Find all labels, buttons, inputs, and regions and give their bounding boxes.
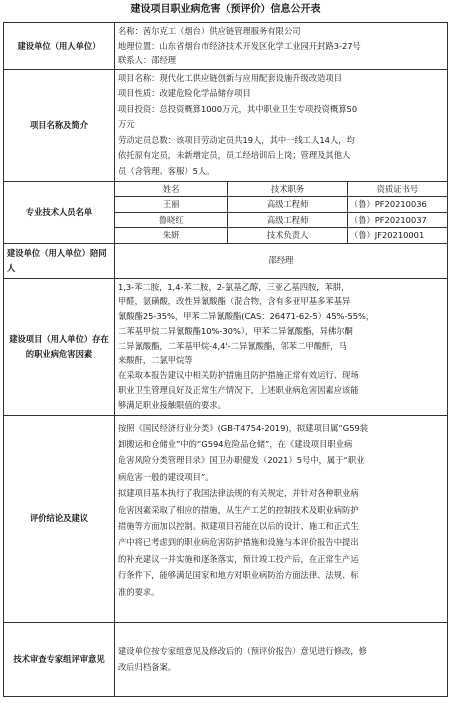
hazard-line: 二异氰酸酯，二苯基甲烷-4,4'-二异氰酸酯，邻苯二甲酸酐，马 xyxy=(118,340,347,351)
label-project: 项目名称及简介 xyxy=(4,69,115,181)
value-unit xyxy=(115,23,448,70)
hazard-line: 甲醛，氨磺酸，改性异氰酸酯（混合物，含有多亚甲基多苯基异 xyxy=(118,296,351,307)
project-line: 项目投资：总投资概算1000万元，其中职业卫生专项投资概算50 xyxy=(118,103,358,114)
unit-name: 名称：茜尔克工（烟台）供应链管理服务有限公司 xyxy=(118,26,301,36)
conclusion-line: 准的要求。 xyxy=(118,586,160,597)
conclusion-line: 措施等方面加以控制。拟建项目若能在以后的设计、施工和正式生 xyxy=(118,520,359,531)
staff-name: 王丽 xyxy=(115,197,228,213)
project-line: 万元 xyxy=(118,119,135,129)
label-conclusion: 评价结论及建议 xyxy=(4,415,115,622)
staff-header-row xyxy=(115,182,447,197)
conclusion-line: 的补充建议一并实施和逐条落实，预计竣工投产后，在正常生产运 xyxy=(118,553,359,564)
row-hazards xyxy=(4,278,448,415)
project-line: 依托原有定员，未新增定员，员工经培训后上岗；管理及其他人 xyxy=(118,150,351,160)
staff-name: 鲁晓红 xyxy=(115,212,228,228)
hazard-line: 职业卫生管理良好及正常生产情况下，上述职业病危害因素应该能 xyxy=(118,385,359,396)
value-staff xyxy=(115,181,448,243)
staff-header-title: 技术职务 xyxy=(228,182,348,197)
staff-cert: （鲁）PF20210036 xyxy=(347,197,447,213)
conclusion-line: 危害因素采取了相应的措施，从生产工艺的控制技术及职业病防护 xyxy=(118,504,359,515)
table-row xyxy=(115,228,447,243)
conclusion-line: 病危害一般的建设项目”。 xyxy=(118,471,214,482)
conclusion-line: 拟建项目基本执行了我国法律法规的有关规定，并针对各种职业病 xyxy=(118,488,359,499)
hazard-line: 在采取本报告建议中相关防护措施且防护措施正常有效运行、现场 xyxy=(118,370,359,381)
row-unit xyxy=(4,23,448,70)
review-line: 改后归档备案。 xyxy=(118,662,177,672)
label-escort: 建设单位（用人单位）陪同人 xyxy=(4,243,115,278)
staff-table xyxy=(115,182,447,243)
row-escort xyxy=(4,243,448,278)
staff-header-name: 姓名 xyxy=(115,182,228,197)
value-project xyxy=(115,69,448,181)
hazard-line: 够满足职业接触限值的要求。 xyxy=(118,399,226,410)
label-hazards: 建设项目（用人单位）存在的职业病危害因素 xyxy=(4,278,115,415)
row-conclusion xyxy=(4,415,448,622)
value-conclusion xyxy=(115,415,448,622)
table-row xyxy=(115,197,447,213)
staff-header-cert: 资质证书号 xyxy=(347,182,447,197)
row-review xyxy=(4,622,448,696)
row-project xyxy=(4,69,448,181)
project-line: 劳动定员总数：该项目劳动定员共19人，其中一线工人14人，均 xyxy=(118,134,355,145)
project-line: 项目性质：改建危险化学品储存项目 xyxy=(118,88,251,98)
staff-title: 高级工程师 xyxy=(228,197,348,213)
project-line: 员（含管理、客服）5人。 xyxy=(118,165,215,176)
label-unit: 建设单位（用人单位） xyxy=(4,23,115,70)
hazard-line: 氰酸酯25-35%，甲苯二异氰酸酯(CAS：26471-62-5）45%-55%， xyxy=(118,311,375,322)
table-row xyxy=(115,212,447,228)
unit-contact: 联系人：邵经理 xyxy=(118,55,177,65)
row-staff xyxy=(4,181,448,243)
document-title: 建设项目职业病危害（预评价）信息公开表 xyxy=(130,4,321,15)
project-line: 项目名称：现代化工供应链创新与应用配套设施升级改造项目 xyxy=(118,72,343,83)
conclusion-line: 卸搬运和仓储业”中的“G594危险品仓储”，在《建设项目职业病 xyxy=(118,438,353,449)
conclusion-line: 按照《国民经济行业分类》(GB-T4754-2019)，拟建项目属“G59装 xyxy=(118,422,369,433)
conclusion-line: 产中将已考虑到的职业病危害防护措施和设施与本评价报告中提出 xyxy=(118,537,359,548)
info-table xyxy=(3,22,448,697)
hazard-line: 来酸酐，二氯甲烷等 xyxy=(118,355,193,366)
staff-title: 高级工程师 xyxy=(228,212,348,228)
hazard-line: 1,3-苯二胺，1,4-苯二胺，2-氯基乙醇，三亚乙基四胺，苯肼， xyxy=(118,281,350,292)
hazard-line: 二苯基甲烷二异氰酸酯10%-30%），甲苯二异氰酸酯，异佛尔酮 xyxy=(118,325,353,336)
label-review: 技术审查专家组评审意见 xyxy=(4,622,115,696)
value-review xyxy=(115,622,448,696)
conclusion-line: 危害风险分类管理目录》国卫办职健发（2021）5号中，属于“职业 xyxy=(118,455,365,466)
value-hazards xyxy=(115,278,448,415)
unit-location: 地理位置：山东省烟台市经济技术开发区化学工业园开封路3-27号 xyxy=(118,40,361,51)
staff-cert: （鲁）JF20210001 xyxy=(349,230,425,241)
value-escort: 邵经理 xyxy=(115,243,448,278)
review-line: 建设单位按专家组意见及修改后的（预评价报告）意见进行修改，修 xyxy=(118,646,367,656)
conclusion-line: 行条件下，能够满足国家和地方对职业病防治方面法律、法规、标 xyxy=(118,570,359,581)
staff-name: 朱妍 xyxy=(115,228,228,243)
staff-cert: （鲁）PF20210037 xyxy=(347,212,447,228)
label-staff: 专业技术人员名单 xyxy=(4,181,115,243)
staff-title: 技术负责人 xyxy=(228,228,348,243)
